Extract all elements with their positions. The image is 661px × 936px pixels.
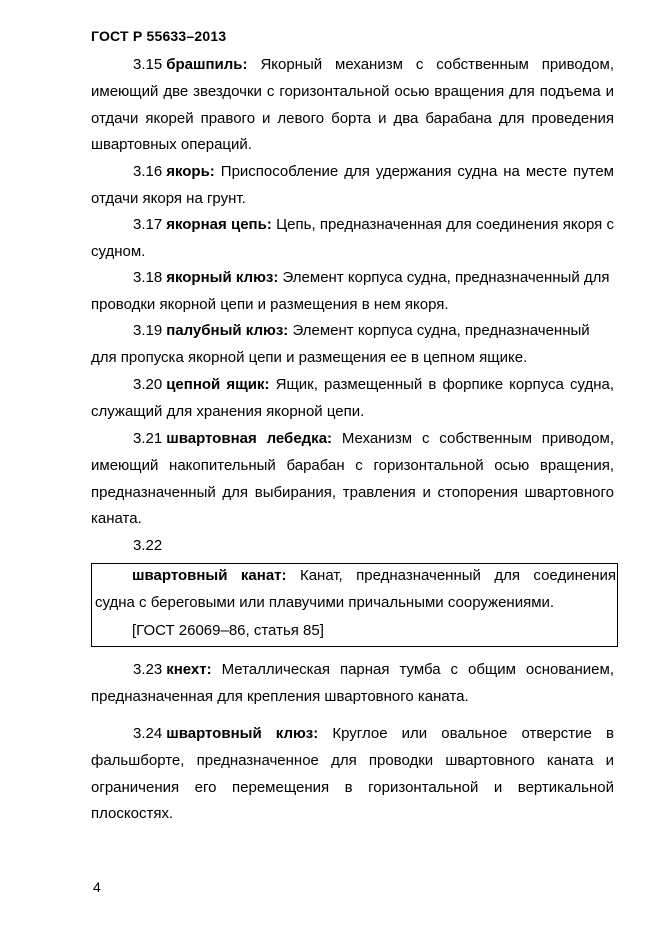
- term: швартовный клюз:: [166, 725, 319, 742]
- definition-3-21: [91, 426, 614, 533]
- definition-text: Якорный механизм с собственным приводом, имеющий две звездочки с горизонтальной осью вращения для подъема и отдачи якорей правого и левого борта и два барабана для проведения швартовных операций.: [91, 56, 614, 154]
- definition-3-15: [91, 52, 614, 159]
- document-header: ГОСТ Р 55633–2013: [91, 28, 227, 44]
- term: кнехт:: [166, 661, 212, 678]
- definition-3-23: [91, 657, 614, 711]
- term-number: 3.23: [133, 661, 163, 678]
- term-number: 3.24: [133, 725, 163, 742]
- term-number: 3.18: [133, 269, 163, 286]
- term: цепной ящик:: [166, 376, 270, 393]
- definition-text: Ящик, размещенный в форпике корпуса судна, служащий для хранения якорной цепи.: [91, 376, 614, 420]
- term: палубный клюз:: [166, 322, 289, 339]
- term-number: 3.15: [133, 56, 163, 73]
- definition-text: Металлическая парная тумба с общим основанием, предназначенная для крепления швартовного каната.: [91, 661, 614, 705]
- term: якорная цепь:: [166, 216, 272, 233]
- definition-text: Канат, предназначенный для соединения: [299, 567, 616, 584]
- page-number: 4: [93, 879, 101, 895]
- definition-3-18: [91, 265, 614, 319]
- term: якорь:: [166, 163, 215, 180]
- definition-3-16: [91, 159, 614, 213]
- definition-text: Цепь, предназначенная для соединения якоря с судном.: [91, 216, 614, 260]
- definition-3-20: [91, 372, 614, 426]
- term: швартовный канат:: [132, 567, 287, 584]
- term-number: 3.21: [133, 430, 163, 447]
- definition-text: Механизм с собственным приводом, имеющий накопительный барабан с горизонтальной осью вращения, предназначенный для выбирания, травления и стопорения швартовного каната.: [91, 430, 614, 528]
- term: якорный клюз:: [166, 269, 279, 286]
- definition-3-24: [91, 721, 614, 828]
- definition-text: Элемент корпуса судна, предназначенный для пропуска якорной цепи и размещения ее в цепном ящике.: [91, 322, 590, 366]
- term: брашпиль:: [166, 56, 248, 73]
- definition-text: Круглое или овальное отверстие в фальшборте, предназначенное для проводки швартовного каната и ограничения его перемещения в горизонтальной и вертикальной плоскостях.: [91, 725, 614, 823]
- term-number: 3.22: [133, 537, 163, 554]
- source-reference: [ГОСТ 26069–86, статья 85]: [132, 622, 324, 639]
- definition-3-17: [91, 212, 614, 266]
- boxed-definition-second-line: судна с береговыми или плавучими причальными сооружениями.: [95, 594, 555, 611]
- term-number: 3.20: [133, 376, 163, 393]
- definition-text: Элемент корпуса судна, предназначенный для проводки якорной цепи и размещения в нем якоря.: [91, 269, 610, 313]
- term-number: 3.19: [133, 322, 163, 339]
- definition-3-19: [91, 318, 614, 372]
- term-number: 3.17: [133, 216, 163, 233]
- definition-3-22-number: [91, 533, 614, 560]
- term-number: 3.16: [133, 163, 163, 180]
- boxed-definition-first-line: [132, 563, 616, 590]
- definition-text: Приспособление для удержания судна на месте путем отдачи якоря на грунт.: [91, 163, 614, 207]
- term: швартовная лебедка:: [166, 430, 333, 447]
